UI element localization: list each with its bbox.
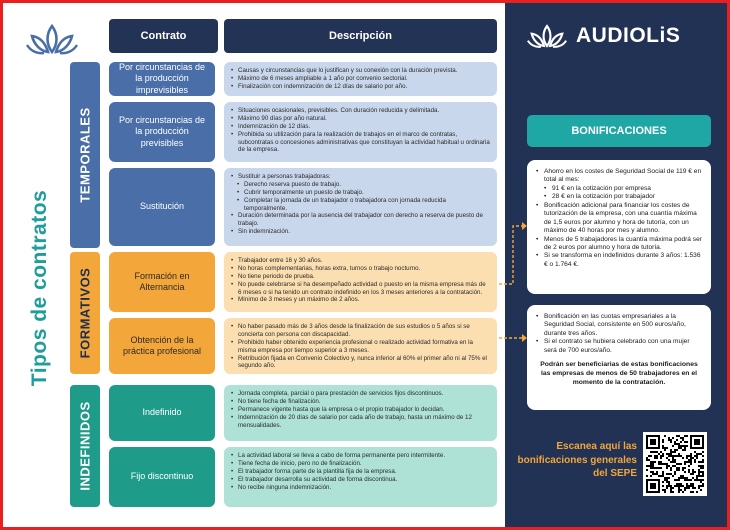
desc-subitem: • Derecho reserva puesto de trabajo. (237, 181, 490, 189)
desc-item: • No haber pasado más de 3 años desde la finalización de sus estudios o 5 años si se concierta con persona con discapacidad. (231, 323, 490, 339)
bonus-item: • Menos de 5 trabajadores la cuantía máxima podrá ser de 2 euros por alumno y hora de tutoría. (536, 236, 702, 253)
bonus-item: • Si el contrato se hubiera celebrado con una mujer será de 700 euros/año. (536, 338, 702, 355)
connector-arrow-icon (497, 218, 529, 288)
desc-item: • No recibe ninguna indemnización. (231, 484, 490, 492)
brand-name: AUDIOLiS (576, 24, 681, 47)
group-temporales (70, 62, 100, 248)
bonificaciones-formativos-box (527, 160, 711, 294)
bonus-item: • Si se transforma en indefinidos durante 3 años: 1.536 € o 1.764 €. (536, 252, 702, 269)
desc-item: • El trabajador desarrolla su actividad de forma discontinua. (231, 476, 490, 484)
group-label-indefinidos: INDEFINIDOS (77, 401, 93, 491)
desc-item: • No tiene periodo de prueba. (231, 273, 490, 281)
contract-indefinido: Indefinido (109, 385, 215, 441)
desc-previsibles (224, 102, 497, 162)
desc-item: • Trabajador entre 16 y 30 años. (231, 257, 490, 265)
desc-item: • No horas complementarias, horas extra, turnos o trabajo nocturno. (231, 265, 490, 273)
desc-item: • Mínimo de 3 meses y un máximo de 2 años. (231, 296, 490, 304)
desc-item: • Finalización con indemnización de 12 días de salario por año. (231, 83, 490, 91)
bonus-item: • Bonificación en las cuotas empresariales a la Seguridad Social, consistente en 500 euros/año, durante tres años. (536, 313, 702, 338)
contract-previsibles: Por circunstancias de la producción previsibles (109, 102, 215, 162)
desc-item: • Máximo 90 días por año natural. (231, 115, 490, 123)
contract-alternancia: Formación en Alternancia (109, 252, 215, 312)
desc-subitem: • Cubrir temporalmente un puesto de trabajo. (237, 189, 490, 197)
desc-fijo-discontinuo (224, 447, 497, 507)
bonus-subitem: • 91 € en la cotización por empresa (544, 185, 702, 193)
desc-item: • Duración determinada por la ausencia del trabajador con derecho a reserva de puesto de trabajo. (231, 212, 490, 228)
bonificaciones-title: BONIFICACIONES (527, 115, 711, 147)
bonus-item: • Bonificación adicional para financiar los costes de tutorización de la empresa, con una cuantía máxima de 1,5 euros por alumno y hora de tutoría, con un máximo de 40 horas por mes y alumno. (536, 202, 702, 236)
group-indefinidos (70, 385, 100, 507)
contract-fijo-discontinuo: Fijo discontinuo (109, 447, 215, 507)
desc-item: • Indemnización de 12 días. (231, 123, 490, 131)
group-label-formativos: FORMATIVOS (77, 267, 93, 359)
desc-item: • Sustituir a personas trabajadoras: (231, 173, 490, 181)
lotus-icon (526, 23, 568, 49)
desc-item: • Jornada completa, parcial o para prestación de servicios fijos discontinuos. (231, 390, 490, 398)
bonus-subitem: • 28 € en la cotización por trabajador (544, 193, 702, 201)
header-contrato: Contrato (109, 19, 218, 53)
side-title-box (20, 66, 60, 510)
desc-item: • Retribución fijada en Convenio Colectivo y, nunca inferior al 60% el primer año ni al 75% el segundo año. (231, 355, 490, 371)
desc-item: • El trabajador forma parte de la plantilla fija de la empresa. (231, 468, 490, 476)
qr-code[interactable] (643, 432, 707, 496)
group-formativos (70, 252, 100, 374)
desc-item: • Sin indemnización. (231, 228, 490, 236)
desc-item: • Situaciones ocasionales, previsibles. Con duración reducida y delimitada. (231, 107, 490, 115)
desc-indefinido (224, 385, 497, 441)
desc-item: • Prohibido haber obtenido experiencia profesional o realizado actividad formativa en la misma empresa por tiempo superior a 3 meses. (231, 339, 490, 355)
desc-item: • Prohibida su utilización para la realización de trabajos en el marco de contratas, subcontratas o concesiones administrativas que constituyan la actividad habitual u ordinaria de la empresa. (231, 131, 490, 155)
contract-imprevisibles: Por circunstancias de la producción imprevisibles (109, 62, 215, 96)
bonificaciones-practica-box (527, 305, 711, 410)
desc-item: • Permanece vigente hasta que la empresa o el propio trabajador lo decidan. (231, 406, 490, 414)
bonus-item: • Ahorro en los costes de Seguridad Social de 119 € en total al mes: (536, 168, 702, 185)
header-descripcion: Descripción (224, 19, 497, 53)
desc-alternancia (224, 252, 497, 312)
connector-arrow-icon (497, 330, 529, 346)
contract-sustitucion: Sustitución (109, 168, 215, 246)
lotus-icon (26, 22, 78, 56)
desc-imprevisibles (224, 62, 497, 96)
desc-sustitucion (224, 168, 497, 246)
scan-text: Escanea aquí las bonificaciones generales del SEPE (517, 441, 637, 479)
desc-item: • Causas y circunstancias que lo justifican y su conexión con la duración prevista. (231, 67, 490, 75)
desc-item: • Tiene fecha de inicio, pero no de finalización. (231, 460, 490, 468)
side-title: Tipos de contratos (28, 189, 51, 387)
desc-subitem: • Completar la jornada de un trabajador o trabajadora con jornada reducida temporalmente. (237, 197, 490, 213)
bonus-note: Podrán ser beneficiarias de estas bonificaciones las empresas de menos de 50 trabajadores en el momento de la contratación. (540, 361, 698, 386)
desc-practica (224, 318, 497, 374)
qr-code-icon (646, 435, 704, 493)
desc-item: • No puede celebrarse si ha desempeñado actividad o puesto en la misma empresa más de 6 meses o si ha tenido un contrato indefinido en los 3 meses anteriores a la contratación. (231, 281, 490, 297)
desc-item: • No tiene fecha de finalización. (231, 398, 490, 406)
contract-practica: Obtención de la práctica profesional (109, 318, 215, 374)
group-label-temporales: TEMPORALES (77, 107, 93, 203)
brand (526, 23, 680, 49)
desc-item: • Indemnización de 20 días de salario por cada año de trabajo, hasta un máximo de 12 mensualidades. (231, 414, 490, 430)
desc-item: • Máximo de 6 meses ampliable a 1 año por convenio sectorial. (231, 75, 490, 83)
desc-item: • La actividad laboral se lleva a cabo de forma permanente pero intermitente. (231, 452, 490, 460)
